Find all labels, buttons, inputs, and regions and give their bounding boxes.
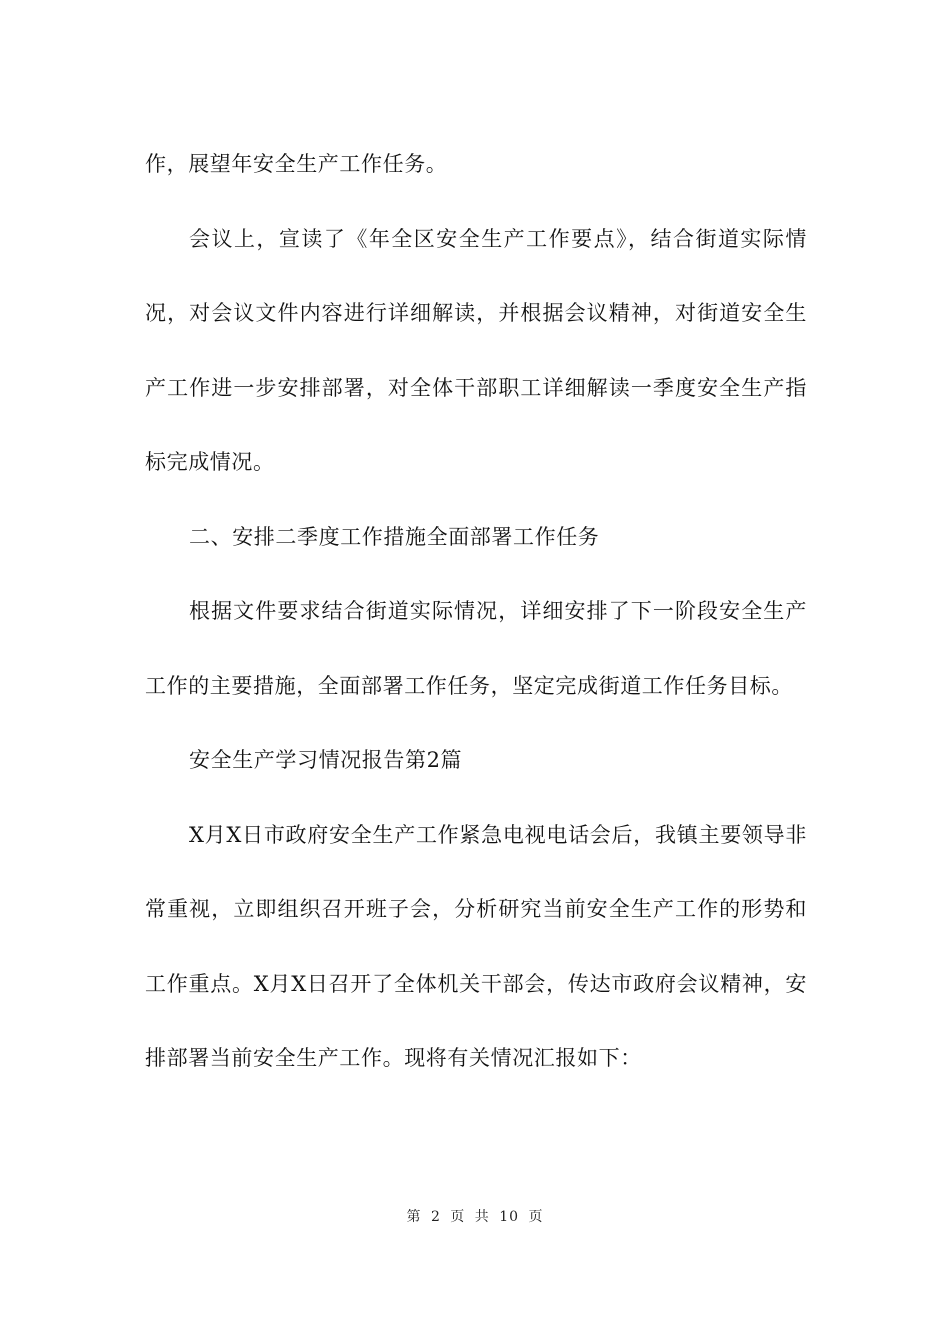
paragraph-report-intro: X月X日市政府安全生产工作紧急电视电话会后，我镇主要领导非常重视，立即组织召开班子会，分析研究当前安全生产工作的形势和工作重点。X月X日召开了全体机关干部会，传达市政府会议精神，安排部署当前安全生产工作。现将有关情况汇报如下： [145,822,807,1070]
paragraph-arrangement: 根据文件要求结合街道实际情况，详细安排了下一阶段安全生产工作的主要措施，全面部署工作任务，坚定完成街道工作任务目标。 [145,599,807,698]
paragraph-meeting-reading: 会议上，宣读了《年全区安全生产工作要点》，结合街道实际情况，对会议文件内容进行详细解读，并根据会议精神，对街道安全生产工作进一步安排部署，对全体干部职工详细解读一季度安全生产指标完成情况。 [145,226,807,474]
page-number-footer: 第 2 页 共 10 页 [406,1209,544,1225]
paragraph-continuation: 作，展望年安全生产工作任务。 [145,152,448,176]
section-heading-two: 二、安排二季度工作措施全面部署工作任务 [189,524,600,549]
report-title-part-2: 安全生产学习情况报告第2篇 [189,748,463,772]
document-body [145,127,807,1096]
